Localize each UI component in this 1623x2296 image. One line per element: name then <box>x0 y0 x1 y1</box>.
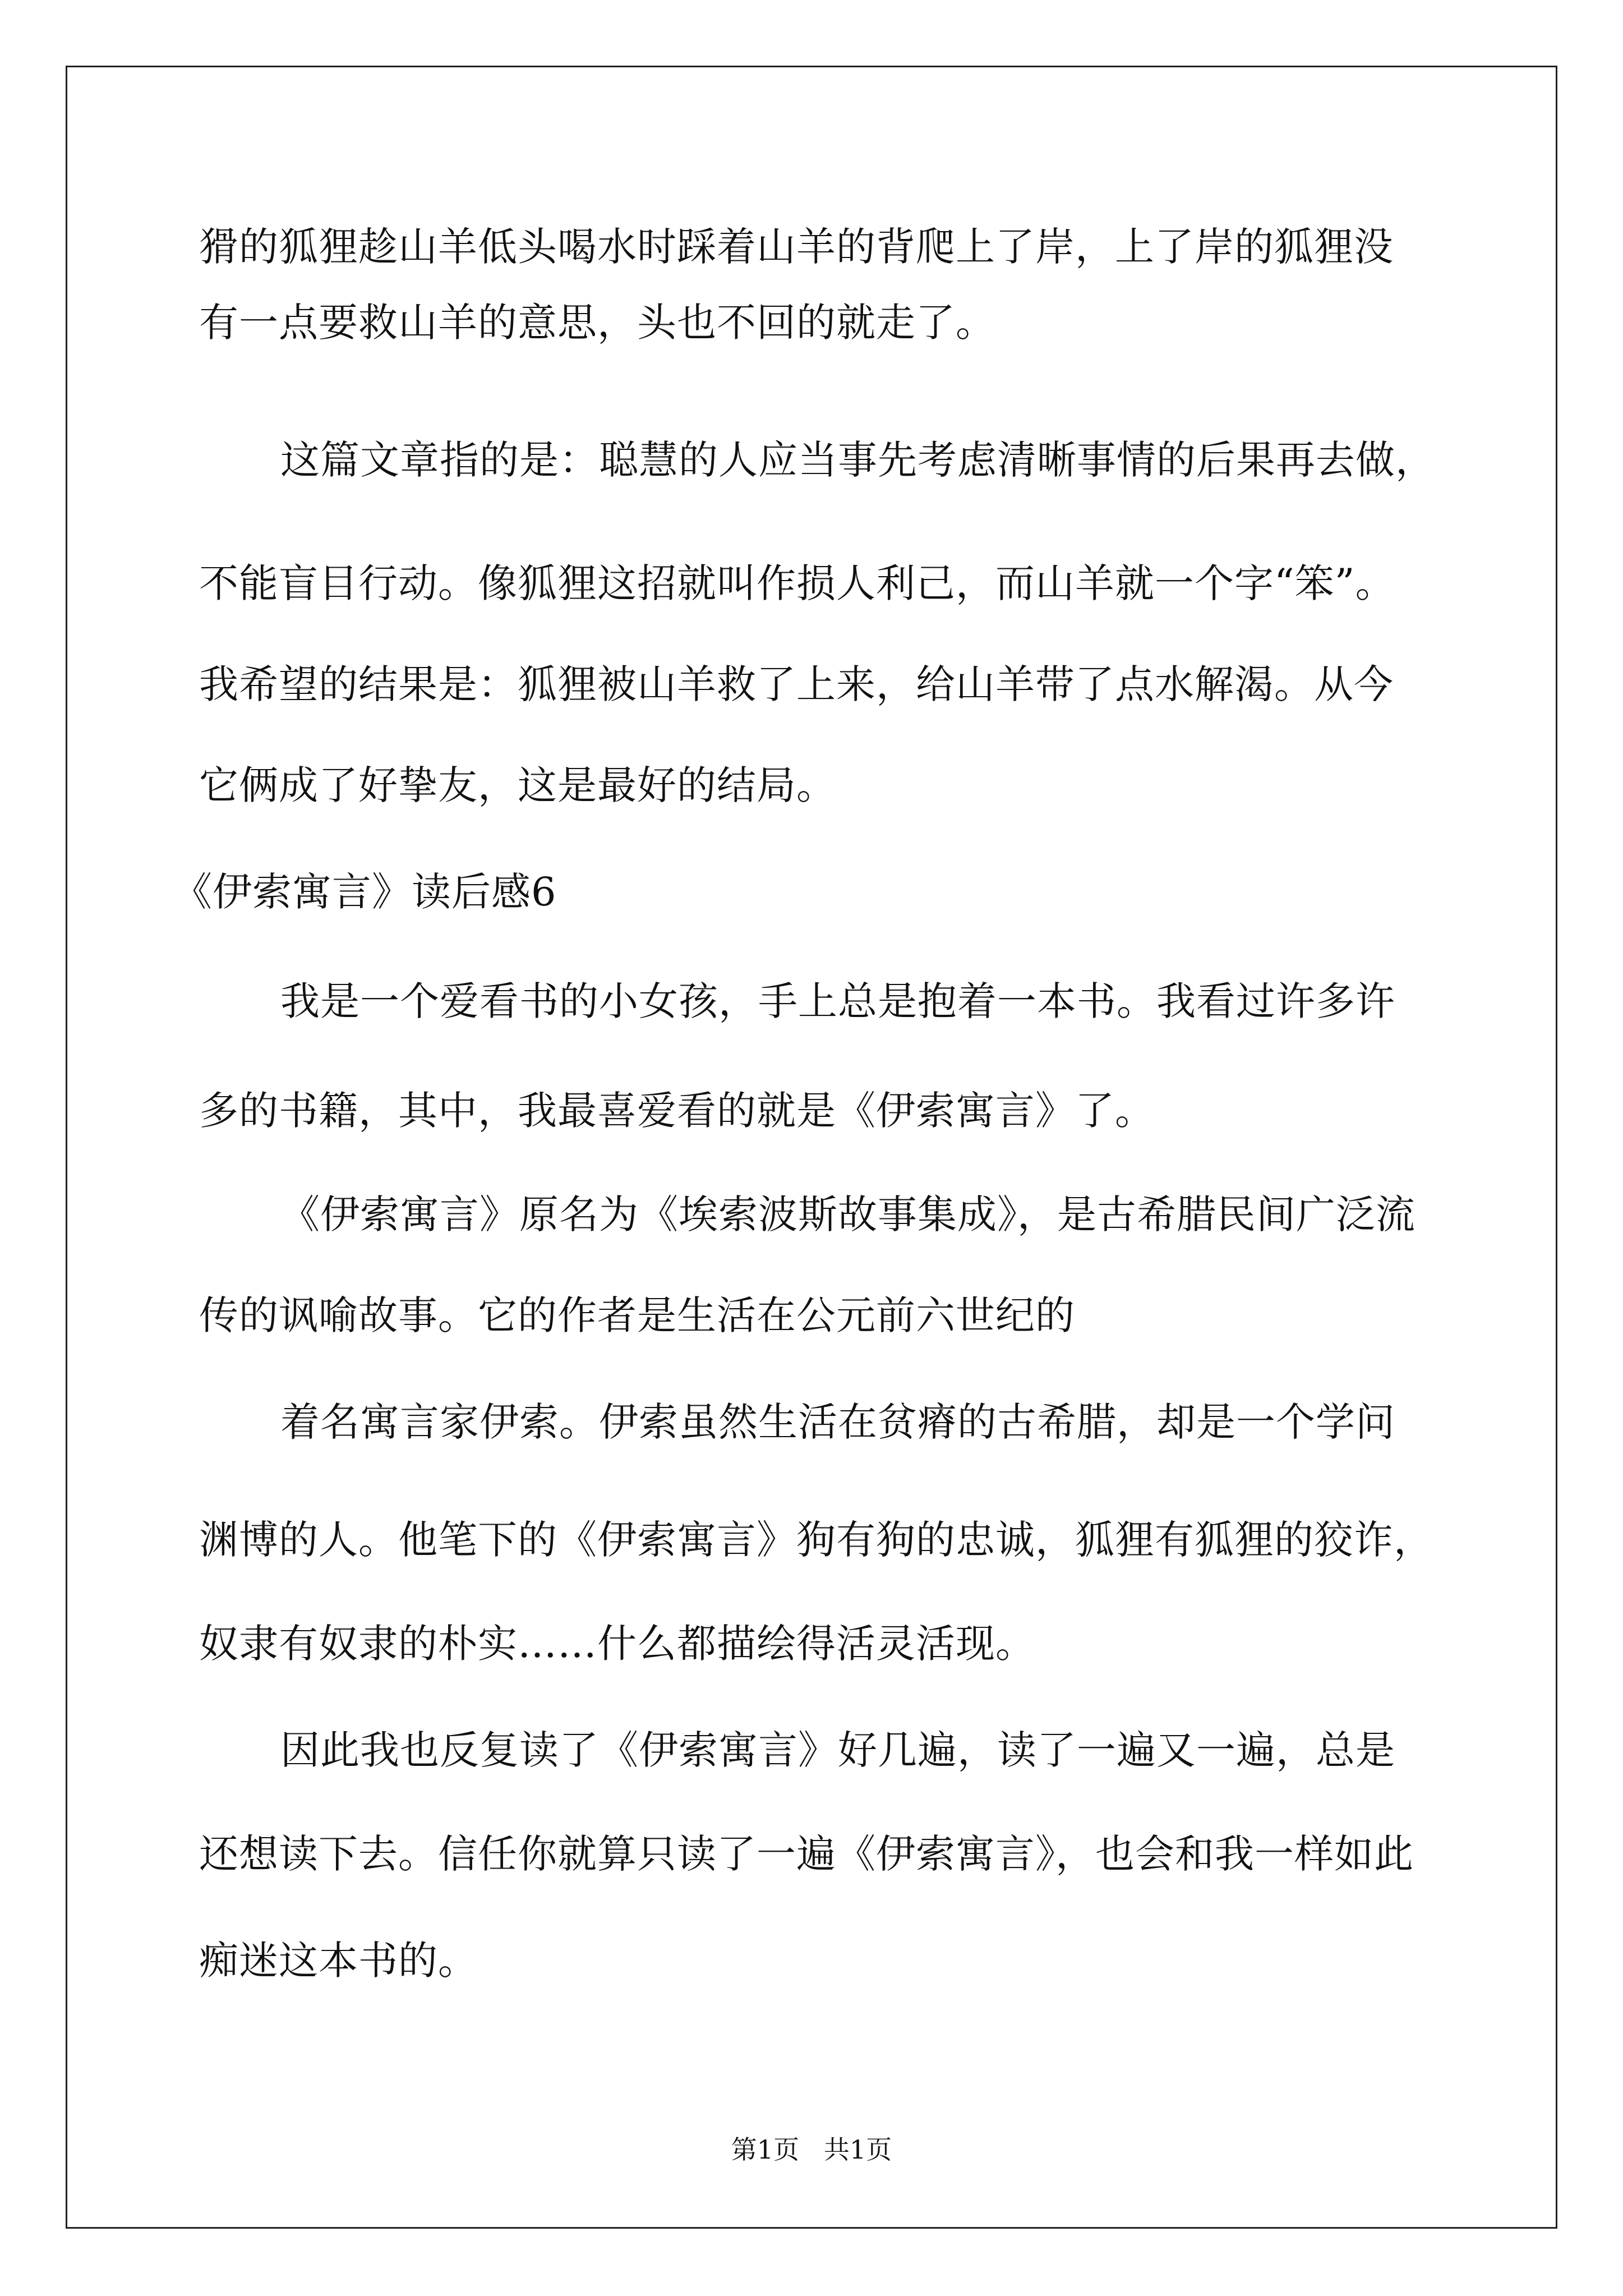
page-border <box>66 66 1557 2229</box>
text-line: 多的书籍，其中，我最喜爱看的就是《伊索寓言》了。 <box>199 1088 1155 1134</box>
text-line: 传的讽喻故事。它的作者是生活在公元前六世纪的 <box>199 1292 1075 1338</box>
text-line: 痴迷这本书的。 <box>199 1938 478 1984</box>
paragraph-start-line: 《伊索寓言》原名为《埃索波斯故事集成》，是古希腊民间广泛流 <box>280 1191 1415 1237</box>
paragraph-start-line: 这篇文章指的是：聪慧的人应当事先考虑清晰事情的后果再去做， <box>280 437 1435 483</box>
text-line: 有一点要救山羊的意思，头也不回的就走了。 <box>199 300 995 346</box>
page-number-footer: 第1页 共1页 <box>731 2134 892 2165</box>
paragraph-start-line: 着名寓言家伊索。伊索虽然生活在贫瘠的古希腊，却是一个学问 <box>280 1399 1395 1445</box>
text-line: 它俩成了好挚友，这是最好的结局。 <box>199 762 836 808</box>
text-line: 渊博的人。他笔下的《伊索寓言》狗有狗的忠诚，狐狸有狐狸的狡诈， <box>199 1517 1433 1563</box>
paragraph-start-line: 我是一个爱看书的小女孩，手上总是抱着一本书。我看过许多许 <box>280 978 1395 1024</box>
text-line: 我希望的结果是：狐狸被山羊救了上来，给山羊带了点水解渴。从今 <box>199 661 1394 707</box>
text-line: 不能盲目行动。像狐狸这招就叫作损人利己，而山羊就一个字“笨”。 <box>199 560 1395 606</box>
text-line: 奴隶有奴隶的朴实……什么都描绘得活灵活现。 <box>199 1621 1035 1667</box>
paragraph-start-line: 因此我也反复读了《伊索寓言》好几遍，读了一遍又一遍，总是 <box>280 1727 1395 1773</box>
section-heading: 《伊索寓言》读后感6 <box>173 869 557 915</box>
text-line: 猾的狐狸趁山羊低头喝水时踩着山羊的背爬上了岸，上了岸的狐狸没 <box>199 224 1394 270</box>
text-line: 还想读下去。信任你就算只读了一遍《伊索寓言》，也会和我一样如此 <box>199 1831 1414 1877</box>
